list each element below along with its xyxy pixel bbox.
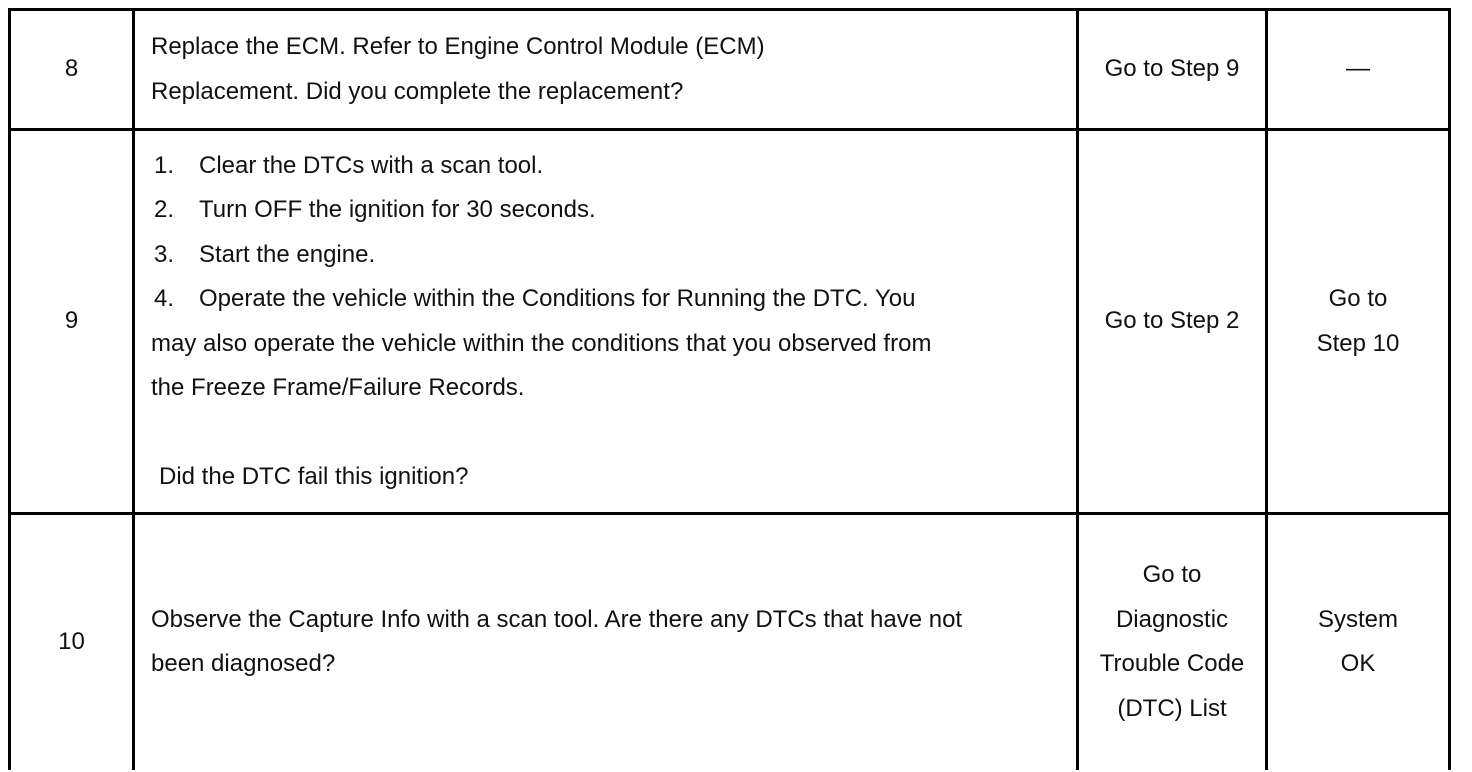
step-action — [134, 130, 1078, 514]
no-result-text: Go to Step 10 — [1316, 285, 1400, 357]
step-action — [134, 514, 1078, 770]
no-result-text: System OK — [1317, 605, 1398, 678]
list-item — [151, 233, 1068, 278]
table-row-step-9 — [10, 130, 1450, 514]
list-item-number: 3. — [154, 240, 175, 268]
yes-result — [1078, 130, 1267, 514]
yes-result — [1078, 514, 1267, 770]
step-action-text: Replace the ECM. Refer to Engine Control Module (ECM) Replacement. Did you complete the replacement? — [151, 33, 765, 105]
step-question: Did the DTC fail this ignition? — [159, 462, 469, 490]
list-item-number: 2. — [154, 196, 175, 224]
no-result — [1267, 130, 1450, 514]
step-number: 9 — [10, 130, 134, 514]
step-action — [134, 10, 1078, 130]
list-item-number: 1. — [154, 151, 175, 179]
spacer — [151, 411, 1068, 455]
step-number: 8 — [10, 10, 134, 130]
no-result — [1267, 514, 1450, 770]
table-row-step-10 — [10, 514, 1450, 770]
yes-result — [1078, 10, 1267, 130]
procedure-list — [151, 144, 1068, 411]
yes-result-text: Go to Step 9 — [1104, 55, 1240, 83]
table-row-step-8 — [10, 10, 1450, 130]
list-item — [151, 188, 1068, 233]
list-item-text: Operate the vehicle within the Conditions for Running the DTC. You may also operate the vehicle within the conditions that you observed from the Freeze Frame/Failure Records. — [151, 285, 932, 402]
list-item-text: Turn OFF the ignition for 30 seconds. — [199, 196, 596, 224]
list-item — [151, 144, 1068, 189]
list-item-text: Clear the DTCs with a scan tool. — [199, 151, 544, 179]
yes-result-text: Go to Diagnostic Trouble Code (DTC) List — [1099, 561, 1245, 722]
no-result: — — [1267, 10, 1450, 130]
yes-result-text: Go to Step 2 — [1104, 307, 1240, 335]
step-action-text: Observe the Capture Info with a scan tool. Are there any DTCs that have not been diagnosed? — [151, 605, 963, 678]
list-item-text: Start the engine. — [199, 240, 376, 268]
list-item-number: 4. — [154, 285, 175, 313]
step-number: 10 — [10, 514, 134, 770]
diagnostic-table — [8, 8, 1451, 770]
list-item — [151, 277, 951, 411]
